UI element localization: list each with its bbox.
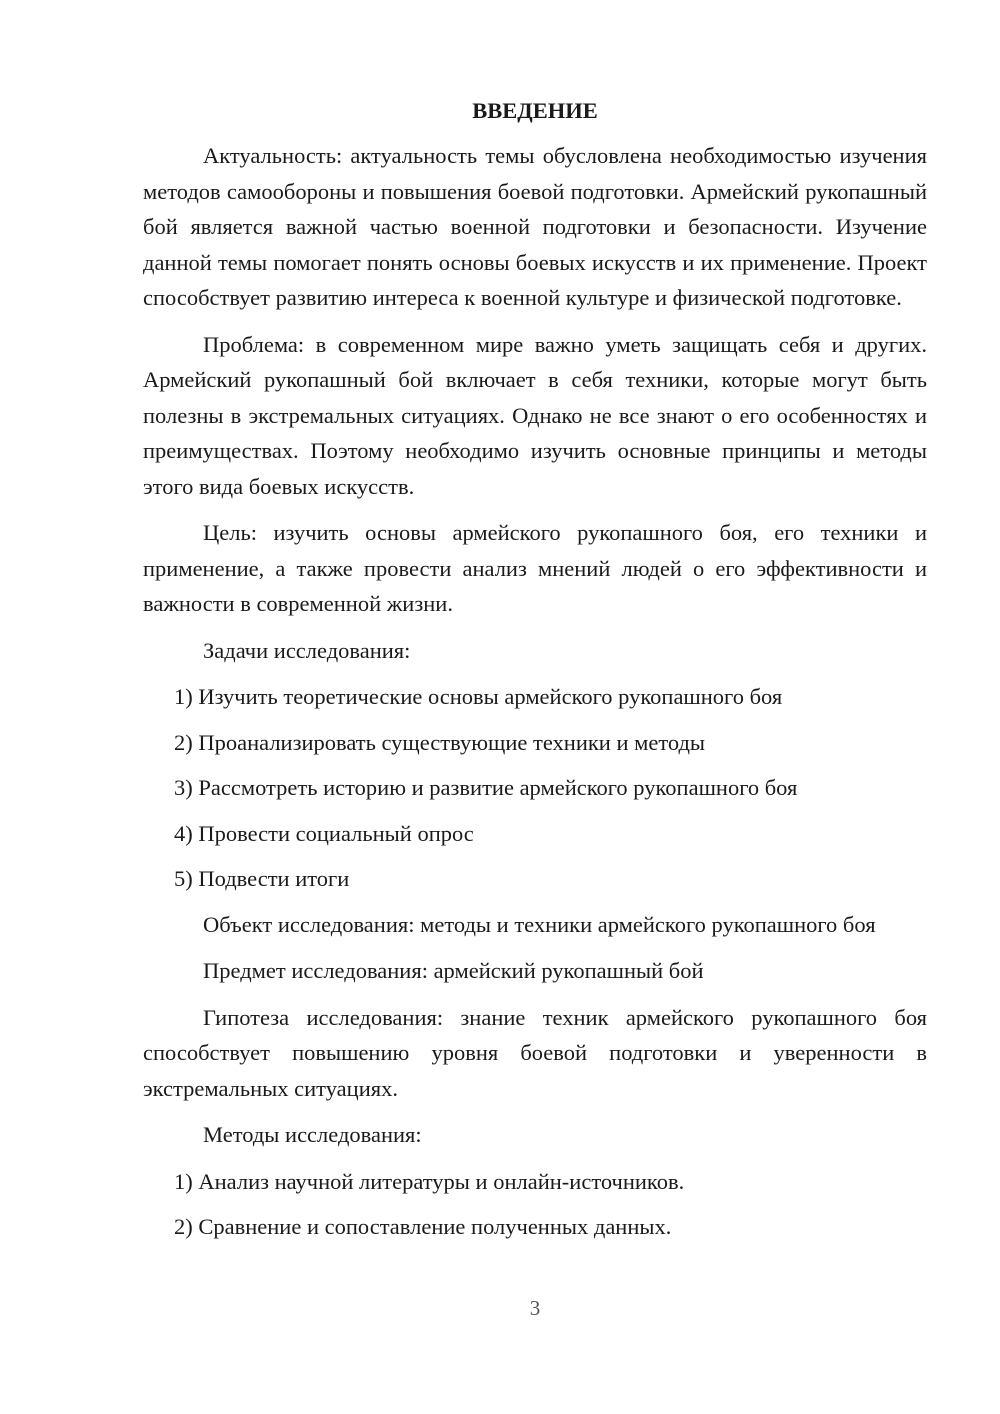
task-item: 3) Рассмотреть историю и развитие армейского рукопашного боя bbox=[174, 775, 798, 800]
method-item: 2) Сравнение и сопоставление полученных данных. bbox=[174, 1214, 672, 1239]
task-item: 2) Проанализировать существующие техники и методы bbox=[174, 729, 706, 755]
page-content bbox=[143, 94, 927, 1255]
methods-heading: Методы исследования: bbox=[203, 1122, 422, 1147]
subject-paragraph: Предмет исследования: армейский рукопашный бой bbox=[203, 958, 704, 983]
page-number: 3 bbox=[529, 1296, 541, 1320]
problem-paragraph: Проблема: в современном мире важно уметь защищать себя и других. Армейский рукопашный бой включает в себя техники, которые могут быть полезны в экстремальных ситуациях. Однако не все знают о его особенностях и преимуществах. Поэтому необходимо изучить основные принципы и методы этого вида боевых искусств. bbox=[143, 331, 927, 499]
tasks-heading: Задачи исследования: bbox=[203, 637, 411, 663]
task-item: 4) Провести социальный опрос bbox=[174, 820, 474, 846]
goal-paragraph: Цель: изучить основы армейского рукопашного боя, его техники и применение, а также провести анализ мнений людей о его эффективности и важности в современной жизни. bbox=[143, 520, 927, 616]
hypothesis-paragraph: Гипотеза исследования: знание техник армейского рукопашного боя способствует повышению уровня боевой подготовки и уверенности в экстремальных ситуациях. bbox=[143, 1004, 927, 1101]
object-paragraph: Объект исследования: методы и техники армейского рукопашного боя bbox=[203, 911, 876, 937]
relevance-paragraph: Актуальность: актуальность темы обусловлена необходимостью изучения методов самообороны и повышения боевой подготовки. Армейский рукопашный бой является важной частью военной подготовки и безопасности. Изучение данной темы помогает понять основы боевых искусств и их применение. Проект способствует развитию интереса к военной культуре и физической подготовке. bbox=[143, 143, 927, 310]
section-title: ВВЕДЕНИЕ bbox=[472, 98, 598, 123]
task-item: 5) Подвести итоги bbox=[174, 866, 350, 891]
task-item: 1) Изучить теоретические основы армейского рукопашного боя bbox=[174, 684, 783, 709]
method-item: 1) Анализ научной литературы и онлайн-источников. bbox=[174, 1168, 685, 1194]
